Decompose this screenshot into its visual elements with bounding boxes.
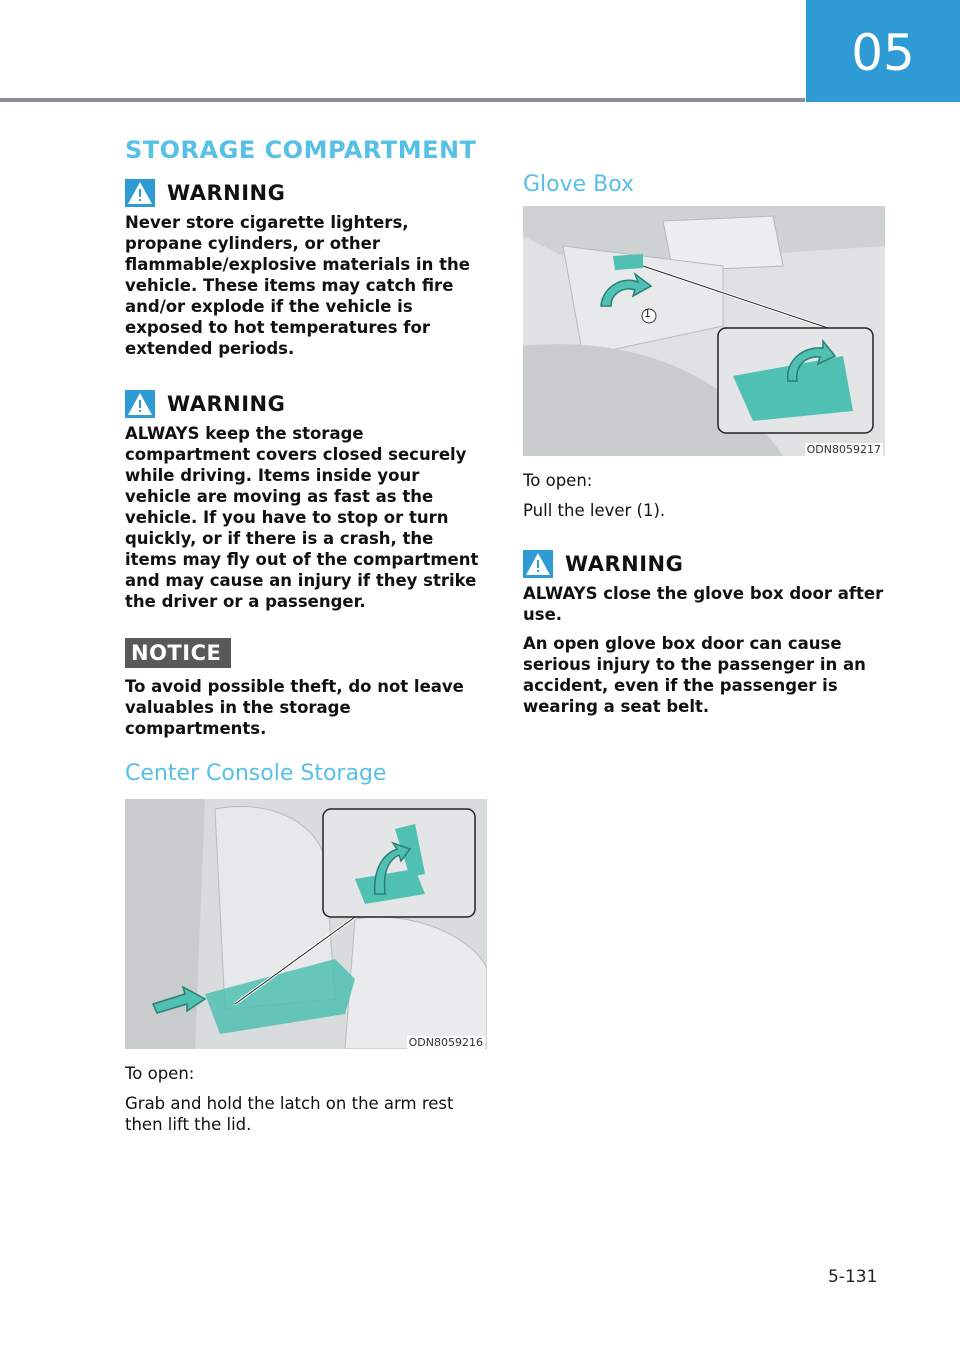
open-instruction: To open: (523, 471, 593, 490)
page-number: 5-131 (828, 1267, 878, 1287)
warning-header (125, 178, 487, 208)
header-rule (0, 98, 805, 102)
warning-header (125, 389, 487, 419)
warning-triangle-icon (125, 390, 155, 418)
warning-label: WARNING (167, 181, 286, 205)
warning-text: Never store cigarette lighters, propane cylinders, or other flammable/explosive materials in the vehicle. These items may catch fire and/or explode if the vehicle is exposed to hot temperatures for extended periods. (125, 213, 470, 358)
chapter-tab: 05 (806, 0, 960, 102)
open-step: Grab and hold the latch on the arm rest then lift the lid. (125, 1094, 454, 1134)
notice-label: NOTICE (125, 638, 231, 668)
center-console-title: Center Console Storage (125, 761, 387, 786)
callout-1: 1 (644, 307, 651, 320)
warning-text: ALWAYS close the glove box door after use. (523, 584, 884, 624)
figure-code: ODN8059216 (408, 1036, 483, 1049)
warning-triangle-icon (125, 179, 155, 207)
figure-code: ODN8059217 (806, 443, 881, 456)
right-column (523, 172, 885, 717)
warning-label: WARNING (167, 392, 286, 416)
section-title: STORAGE COMPARTMENT (125, 136, 477, 164)
open-instruction: To open: (125, 1064, 195, 1083)
warning-label: WARNING (565, 552, 684, 576)
center-console-illustration (125, 799, 487, 1049)
warning-triangle-icon (523, 550, 553, 578)
warning-header (523, 549, 885, 579)
open-step: Pull the lever (1). (523, 501, 666, 520)
warning-text: ALWAYS keep the storage compartment covers closed securely while driving. Items inside your vehicle are moving as fast as the vehicle. If you have to stop or turn quickly, or if there is a crash, the items may fly out of the compartment and may cause an injury if they strike the driver or a passenger. (125, 424, 479, 611)
glove-box-illustration (523, 206, 885, 456)
warning-text: An open glove box door can cause serious injury to the passenger in an accident, even if the passenger is wearing a seat belt. (523, 634, 866, 716)
left-column (125, 178, 487, 1135)
notice-text: To avoid possible theft, do not leave valuables in the storage compartments. (125, 677, 464, 738)
glove-box-title: Glove Box (523, 172, 635, 197)
